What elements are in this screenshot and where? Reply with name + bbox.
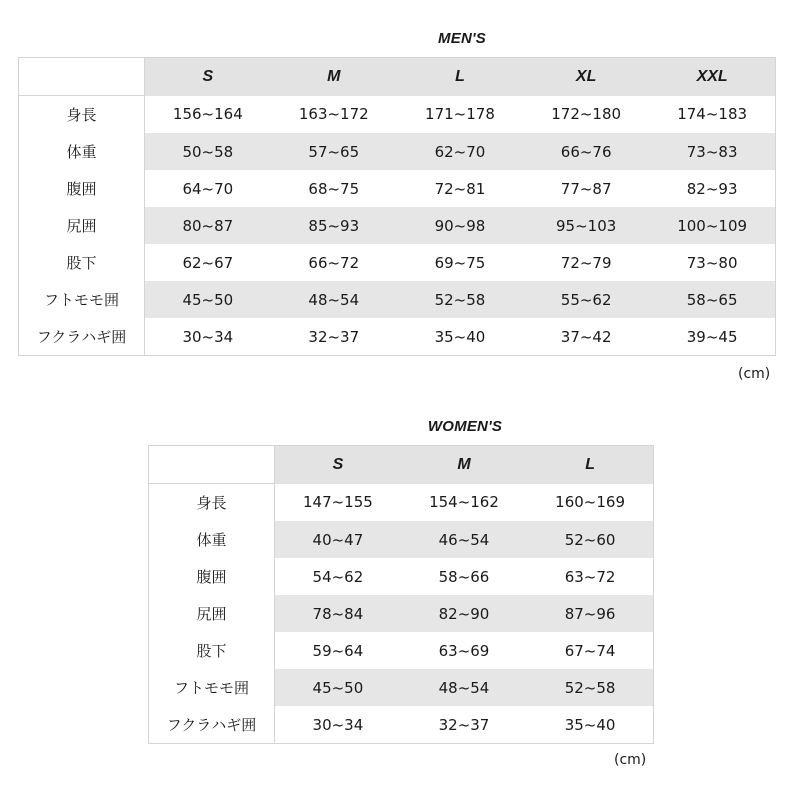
mens-title: MEN'S [438, 30, 486, 47]
mens-header-corner [19, 58, 145, 96]
mens-size-header: XXL [649, 58, 775, 96]
womens-row-thigh [149, 669, 654, 706]
table-cell: 48~54 [401, 669, 527, 706]
row-label: 股下 [19, 244, 145, 281]
mens-row-hip [19, 207, 776, 244]
womens-row-height [149, 484, 654, 522]
table-cell: 35~40 [564, 715, 616, 734]
table-cell: 160~169 [555, 493, 625, 512]
table-cell: 77~87 [560, 179, 612, 198]
table-cell: 80~87 [145, 207, 271, 244]
table-cell: 30~34 [312, 715, 364, 734]
table-cell: 147~155 [302, 493, 373, 512]
table-cell: 156~164 [172, 105, 243, 124]
table-cell: 64~70 [182, 179, 234, 198]
row-label: 股下 [149, 632, 275, 669]
table-cell: 58~66 [438, 567, 490, 586]
table-cell: 57~65 [271, 133, 397, 170]
table-cell: 35~40 [434, 327, 486, 346]
row-label: フクラハギ囲 [149, 706, 275, 744]
table-cell: 32~37 [308, 327, 360, 346]
table-cell: 82~93 [686, 179, 738, 198]
table-cell: 58~65 [649, 281, 775, 318]
table-cell: 67~74 [564, 641, 616, 660]
table-cell: 154~162 [429, 493, 499, 512]
womens-title: WOMEN'S [427, 418, 503, 435]
table-cell: 63~69 [438, 641, 490, 660]
table-cell: 52~58 [397, 281, 523, 318]
table-cell: 78~84 [275, 595, 401, 632]
womens-unit-note: (cm) [614, 752, 647, 768]
table-cell: 45~50 [145, 281, 271, 318]
table-cell: 87~96 [527, 595, 653, 632]
row-label: 腹囲 [149, 558, 275, 595]
table-cell: 39~45 [686, 327, 738, 346]
table-cell: 59~64 [312, 641, 364, 660]
mens-size-table [18, 57, 776, 356]
mens-row-waist [19, 170, 776, 207]
table-cell: 66~76 [523, 133, 649, 170]
womens-row-hip [149, 595, 654, 632]
table-cell: 62~67 [182, 253, 234, 272]
womens-header-corner [149, 446, 275, 484]
table-cell: 73~83 [649, 133, 775, 170]
table-cell: 54~62 [312, 567, 364, 586]
womens-row-inseam [149, 632, 654, 669]
table-cell: 52~60 [527, 521, 653, 558]
mens-unit-note: (cm) [738, 366, 771, 382]
table-cell: 85~93 [271, 207, 397, 244]
table-cell: 171~178 [425, 105, 495, 124]
table-cell: 69~75 [434, 253, 486, 272]
table-cell: 100~109 [649, 207, 775, 244]
mens-size-header: L [397, 58, 523, 96]
womens-size-header: M [401, 446, 527, 484]
row-label: 身長 [19, 96, 145, 134]
womens-row-weight [149, 521, 654, 558]
mens-size-header: M [271, 58, 397, 96]
table-cell: 55~62 [523, 281, 649, 318]
table-cell: 45~50 [275, 669, 401, 706]
womens-size-header: L [527, 446, 653, 484]
mens-row-weight [19, 133, 776, 170]
table-cell: 72~79 [560, 253, 612, 272]
table-cell: 163~172 [298, 105, 369, 124]
row-label: 尻囲 [19, 207, 145, 244]
mens-row-inseam [19, 244, 776, 281]
table-cell: 68~75 [308, 179, 360, 198]
mens-size-header: S [145, 58, 271, 96]
mens-row-thigh [19, 281, 776, 318]
womens-row-calf [149, 706, 654, 744]
table-cell: 174~183 [677, 105, 748, 124]
mens-size-header: XL [523, 58, 649, 96]
row-label: 体重 [149, 521, 275, 558]
table-cell: 32~37 [438, 715, 490, 734]
mens-row-calf [19, 318, 776, 356]
row-label: 身長 [149, 484, 275, 522]
table-cell: 63~72 [564, 567, 616, 586]
table-cell: 37~42 [560, 327, 612, 346]
row-label: フクラハギ囲 [19, 318, 145, 356]
table-cell: 73~80 [686, 253, 738, 272]
womens-size-table [148, 445, 654, 744]
womens-size-header: S [275, 446, 401, 484]
table-cell: 48~54 [271, 281, 397, 318]
row-label: 尻囲 [149, 595, 275, 632]
table-cell: 62~70 [397, 133, 523, 170]
mens-header-row [19, 58, 776, 96]
table-cell: 40~47 [275, 521, 401, 558]
table-cell: 82~90 [401, 595, 527, 632]
table-cell: 66~72 [308, 253, 360, 272]
table-cell: 50~58 [145, 133, 271, 170]
womens-row-waist [149, 558, 654, 595]
table-cell: 72~81 [434, 179, 486, 198]
table-cell: 90~98 [397, 207, 523, 244]
mens-row-height [19, 96, 776, 134]
womens-header-row [149, 446, 654, 484]
row-label: 腹囲 [19, 170, 145, 207]
table-cell: 95~103 [523, 207, 649, 244]
table-cell: 52~58 [527, 669, 653, 706]
row-label: フトモモ囲 [149, 669, 275, 706]
table-cell: 172~180 [551, 105, 622, 124]
table-cell: 30~34 [182, 327, 234, 346]
table-cell: 46~54 [401, 521, 527, 558]
row-label: フトモモ囲 [19, 281, 145, 318]
row-label: 体重 [19, 133, 145, 170]
